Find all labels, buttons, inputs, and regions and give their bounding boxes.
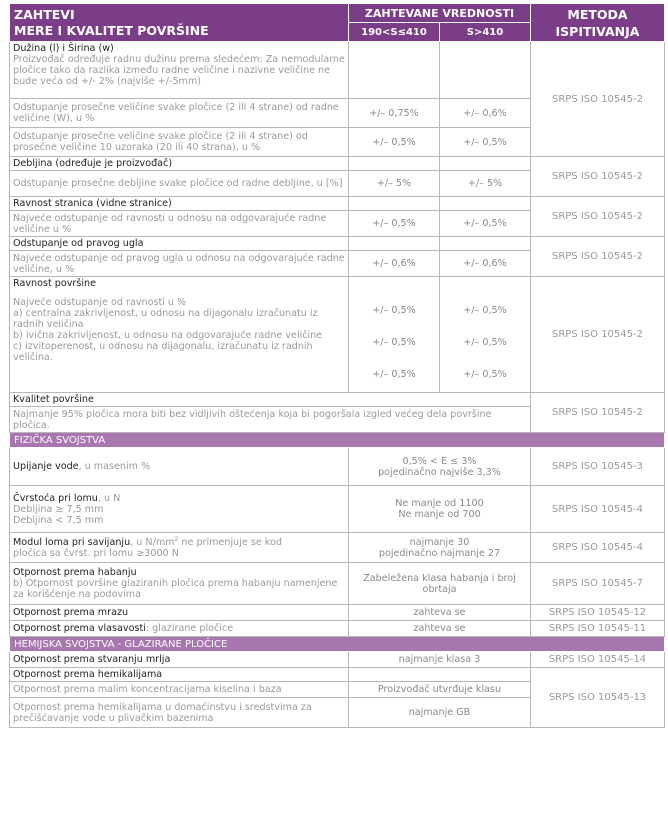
angle-title: Odstupanje od pravog ugla: [10, 237, 349, 251]
wear-method: SRPS ISO 10545-7: [531, 563, 665, 605]
header-method-line1: METODA: [567, 6, 628, 22]
abs-value-line1: 0,5% < E ≤ 3%: [402, 455, 477, 467]
modulus-cell: [10, 533, 349, 563]
frost-title: Otpornost prema mrazu: [10, 605, 349, 621]
modulus-value-line1: najmanje 30: [409, 536, 470, 548]
table-row: [10, 42, 665, 99]
flat-cell: [10, 277, 349, 393]
breaking-cell: [10, 486, 349, 533]
moisture-cell: [10, 621, 349, 637]
angle-value-large: +/– 0,6%: [440, 251, 531, 277]
empty-cell: [349, 157, 440, 171]
chemicals-title: Otpornost prema hemikalijama: [10, 668, 349, 682]
moisture-method: SRPS ISO 10545-11: [531, 621, 665, 637]
dim-title: Dužina (l) i Širina (w): [13, 43, 114, 54]
low-conc-value: Proizvođač utvrđuje klasu: [349, 682, 531, 698]
flat-c-value-small: +/– 0,5%: [372, 369, 416, 380]
breaking-value-line2: Ne manje od 700: [398, 509, 481, 520]
abs-value: [349, 448, 531, 486]
flat-text-a: a) centralna zakrivljenost, u odnosu na dijagonalu izračunatu iz radnih veličina: [13, 308, 318, 330]
header-size-small: 190<S≤410: [349, 23, 440, 42]
thick-title: Debljina (određuje je proizvođač): [10, 157, 349, 171]
empty-cell: [349, 237, 440, 251]
modulus-value: [349, 533, 531, 563]
table-row: [10, 563, 665, 605]
abs-value-line2: pojedinačno najviše 3,3%: [378, 466, 501, 478]
moisture-sub: : glazirane pločice: [145, 623, 234, 634]
modulus-method: SRPS ISO 10545-4: [531, 533, 665, 563]
flat-b-value-large: +/– 0,5%: [463, 337, 507, 348]
table-row: [10, 448, 665, 486]
flat-method: SRPS ISO 10545-2: [531, 277, 665, 393]
flat-a-value-small: +/– 0,5%: [372, 305, 416, 316]
empty-cell: [349, 668, 531, 682]
breaking-thick-large: Debljina ≥ 7,5 mm: [13, 503, 104, 515]
thick-value-small: +/– 5%: [349, 171, 440, 197]
header-row: [10, 4, 665, 23]
empty-cell: [349, 197, 440, 211]
modulus-unit: , u N/mm: [130, 536, 175, 548]
dim-description: Proizvođač određuje radnu dužinu prema sledećem: Za nemodularne pločice tako da razlika između radne veličine i nazivne veličine ne bude veća od +/- 2% (najviše +/-5mm): [13, 54, 345, 87]
dim-row2-value-large: +/– 0,5%: [440, 128, 531, 157]
angle-method: SRPS ISO 10545-2: [531, 237, 665, 277]
quality-text: Najmanje 95% pločica mora biti bez vidljivih oštećenja koja bi pogoršala izgled većeg dela površine pločica.: [10, 407, 531, 433]
header-test-method: [531, 4, 665, 42]
flat-values-small: [349, 277, 440, 393]
low-conc-text: Otpornost prema malim koncentracijama kiselina i baza: [10, 682, 349, 698]
frost-method: SRPS ISO 10545-12: [531, 605, 665, 621]
thick-value-large: +/– 5%: [440, 171, 531, 197]
flat-b-value-small: +/– 0,5%: [372, 337, 416, 348]
breaking-thick-small: Debljina < 7,5 mm: [13, 514, 104, 526]
requirements-table: [9, 3, 665, 728]
header-requirements: [10, 4, 349, 42]
straight-value-large: +/– 0,5%: [440, 211, 531, 237]
straight-title: Ravnost stranica (vidne stranice): [10, 197, 349, 211]
section-physical: FIZIČKA SVOJSTVA: [10, 433, 665, 448]
thick-text: Odstupanje prosečne debljine svake pločice od radne debljine, u [%]: [10, 171, 349, 197]
staining-value: najmanje klasa 3: [349, 652, 531, 668]
dim-cell: [10, 42, 349, 99]
table-row: [10, 621, 665, 637]
empty-cell: [440, 197, 531, 211]
table-row: [10, 197, 665, 211]
flat-values-large: [440, 277, 531, 393]
straight-method: SRPS ISO 10545-2: [531, 197, 665, 237]
modulus-value-line2: pojedinačno najmanje 27: [378, 547, 501, 559]
breaking-method: SRPS ISO 10545-4: [531, 486, 665, 533]
thick-method: SRPS ISO 10545-2: [531, 157, 665, 197]
breaking-title: Čvrstoća pri lomu: [13, 492, 98, 504]
wear-cell: [10, 563, 349, 605]
section-row: [10, 637, 665, 652]
table-row: [10, 533, 665, 563]
abs-cell: [10, 448, 349, 486]
abs-unit: , u masenim %: [78, 461, 151, 472]
flat-a-value-large: +/– 0,5%: [463, 305, 507, 316]
staining-title: Otpornost prema stvaranju mrlja: [10, 652, 349, 668]
section-row: [10, 433, 665, 448]
table-row: [10, 668, 665, 682]
dim-row2-value-small: +/– 0,5%: [349, 128, 440, 157]
header-required-values: ZAHTEVANE VREDNOSTI: [349, 4, 531, 23]
header-size-large: S>410: [440, 23, 531, 42]
straight-text: Najveće odstupanje od ravnosti u odnosu na odgovarajuće radne veličine u %: [10, 211, 349, 237]
household-value: najmanje GB: [349, 698, 531, 728]
modulus-note: ne primenjuje se kod: [178, 536, 282, 548]
abs-title: Upijanje vode: [13, 461, 79, 472]
chemicals-method: SRPS ISO 10545-13: [531, 668, 665, 728]
dim-row2-text: Odstupanje prosečne veličine svake pločice (2 ili 4 strane) od prosečne veličine 10 uzoraka (20 ili 40 strana), u %: [10, 128, 349, 157]
table-row: [10, 237, 665, 251]
angle-text: Najveće odstupanje od pravog ugla u odnosu na odgovarajuće radne veličine, u %: [10, 251, 349, 277]
flat-text-intro: Najveće odstupanje od ravnosti u %: [13, 297, 187, 308]
table-row: [10, 393, 665, 407]
abs-method: SRPS ISO 10545-3: [531, 448, 665, 486]
wear-title: Otpornost prema habanju: [13, 567, 137, 578]
flat-text-c: c) izvitoperenost, u odnosu na dijagonalu, izračunatu iz radnih veličina.: [13, 341, 313, 363]
wear-value: Zabeležena klasa habanja i broj obrtaja: [349, 563, 531, 605]
staining-method: SRPS ISO 10545-14: [531, 652, 665, 668]
table-row: [10, 277, 665, 393]
moisture-value: zahteva se: [349, 621, 531, 637]
household-text: Otpornost prema hemikalijama u domaćinstvu i sredstvima za prečišćavanje vode u plivačkim bazenima: [10, 698, 349, 728]
breaking-unit: , u N: [97, 492, 121, 504]
table-row: [10, 157, 665, 171]
empty-cell: [440, 42, 531, 99]
wear-text: b) Otpornost površine glaziranih pločica prema habanju namenjene za korišćenje na podovima: [13, 578, 338, 600]
header-requirements-line1: ZAHTEVI: [14, 6, 75, 22]
empty-cell: [440, 157, 531, 171]
dim-method: SRPS ISO 10545-2: [531, 42, 665, 157]
header-method-line2: ISPITIVANJA: [555, 23, 640, 39]
breaking-value: [349, 486, 531, 533]
flat-text-b: b) ivična zakrivljenost, u odnosu na odgovarajuće radne veličine: [13, 330, 323, 341]
flat-c-value-large: +/– 0,5%: [463, 369, 507, 380]
modulus-note-line2: pločica sa čvrst. pri lomu ≥3000 N: [13, 547, 179, 559]
quality-title: Kvalitet površine: [10, 393, 531, 407]
section-chemical: HEMIJSKA SVOJSTVA - GLAZIRANE PLOČICE: [10, 637, 665, 652]
straight-value-small: +/– 0,5%: [349, 211, 440, 237]
dim-row1-text: Odstupanje prosečne veličine svake pločice (2 ili 4 strane) od radne veličine (W), u %: [10, 99, 349, 128]
moisture-title: Otpornost prema vlasavosti: [13, 623, 146, 634]
quality-method: SRPS ISO 10545-2: [531, 393, 665, 433]
header-requirements-line2: MERE I KVALITET POVRŠINE: [14, 22, 209, 38]
modulus-unit-exponent: 2: [174, 535, 179, 543]
breaking-value-line1: Ne manje od 1100: [395, 498, 484, 509]
empty-cell: [440, 237, 531, 251]
frost-value: zahteva se: [349, 605, 531, 621]
flat-title: Ravnost površine: [13, 278, 96, 289]
angle-value-small: +/– 0,6%: [349, 251, 440, 277]
table-row: [10, 652, 665, 668]
table-row: [10, 605, 665, 621]
modulus-title: Modul loma pri savijanju: [13, 536, 131, 548]
dim-row1-value-small: +/– 0,75%: [349, 99, 440, 128]
empty-cell: [349, 42, 440, 99]
table-row: [10, 486, 665, 533]
dim-row1-value-large: +/– 0,6%: [440, 99, 531, 128]
